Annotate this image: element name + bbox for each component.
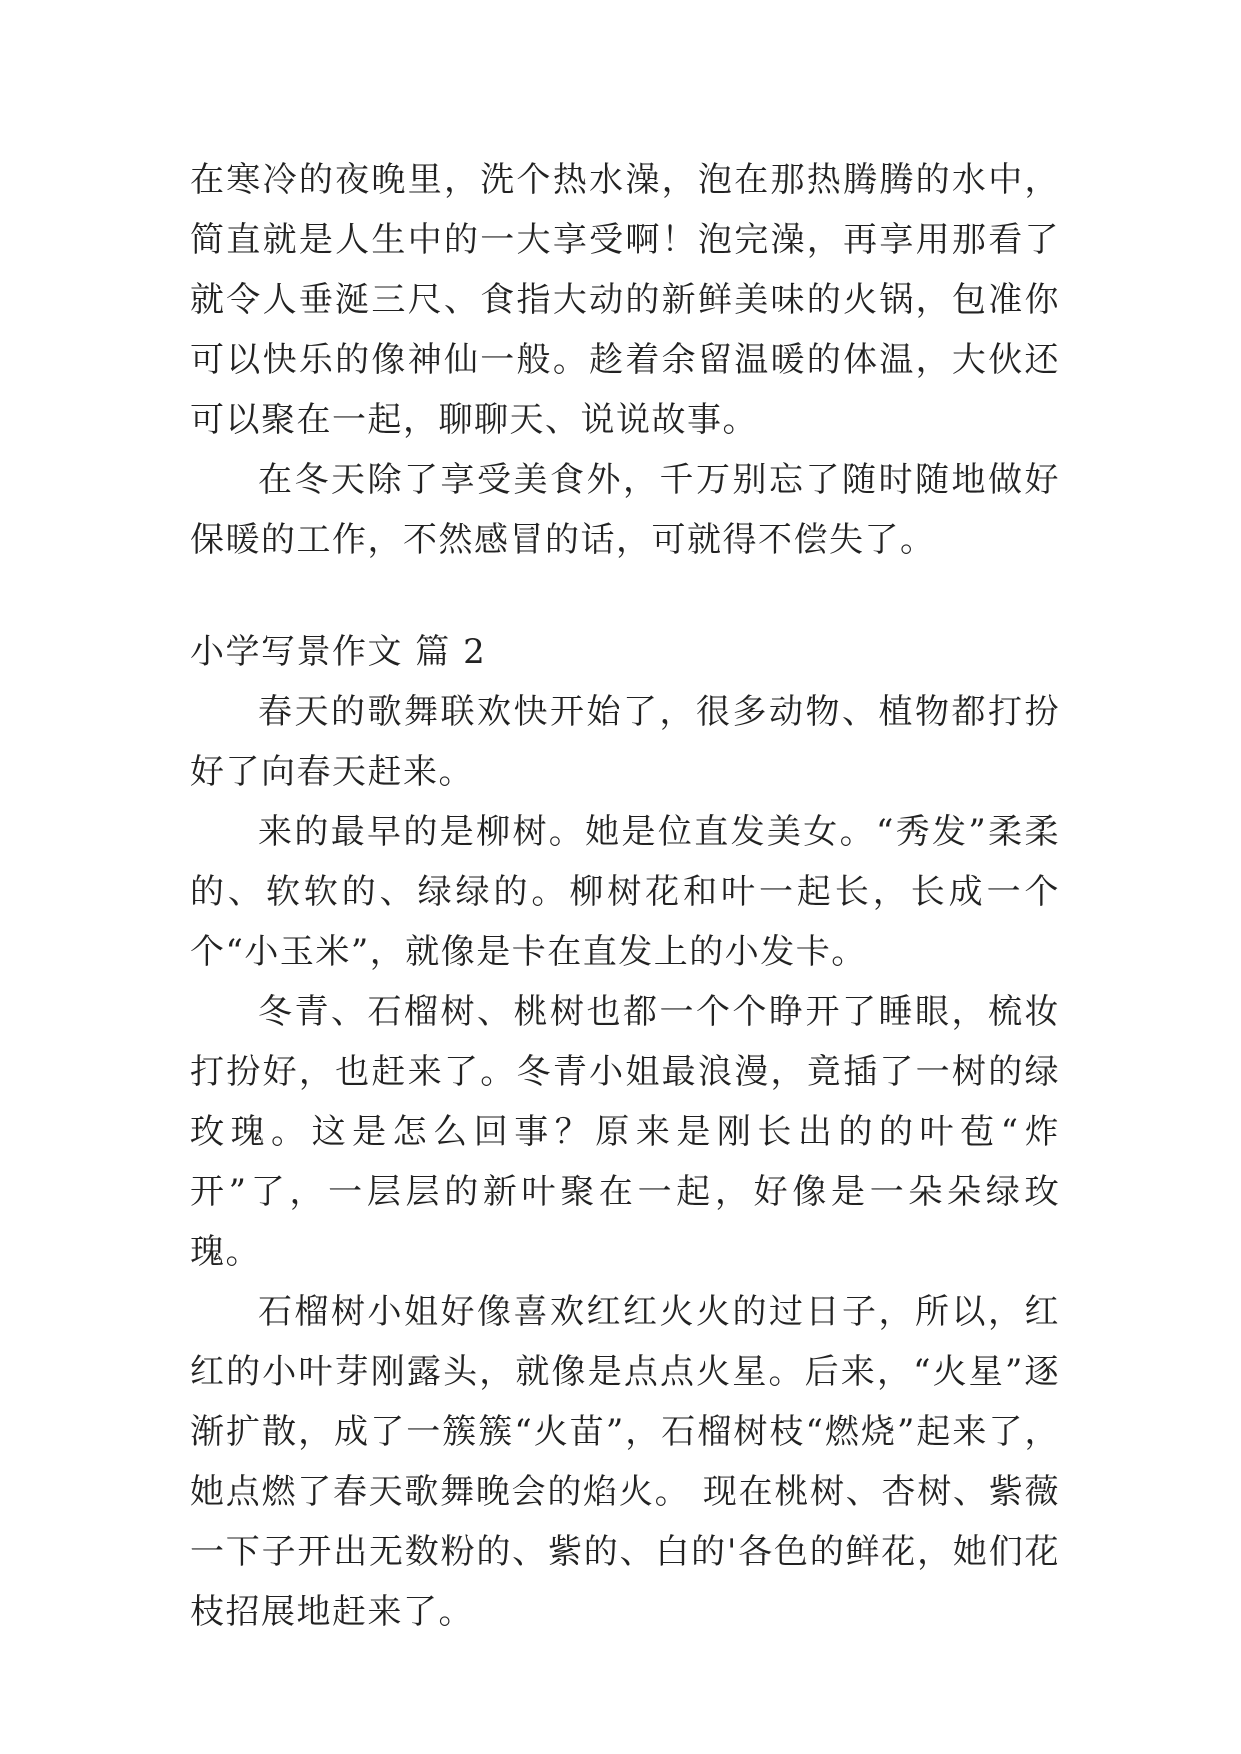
document-body bbox=[190, 150, 1060, 1642]
section-title: 小学写景作文 篇 2 bbox=[190, 632, 487, 672]
paragraph-keep-warm: 在冬天除了享受美食外，千万别忘了随时随地做好保暖的工作，不然感冒的话，可就得不偿失了。 bbox=[190, 460, 1060, 560]
paragraph-willow: 来的最早的是柳树。她是位直发美女。“秀发”柔柔的、软软的、绿绿的。柳树花和叶一起长，长成一个个“小玉米”，就像是卡在直发上的小发卡。 bbox=[190, 812, 1060, 972]
paragraph-pomegranate: 石榴树小姐好像喜欢红红火火的过日子，所以，红红的小叶芽刚露头，就像是点点火星。后来，“火星”逐渐扩散，成了一簇簇“火苗”，石榴树枝“燃烧”起来了，她点燃了春天歌舞晚会的焰火。 现在桃树、杏树、紫薇一下子开出无数粉的、紫的、白的'各色的鲜花，她们花枝招展地赶来了。 bbox=[190, 1292, 1060, 1632]
paragraph-spring-festival: 春天的歌舞联欢快开始了，很多动物、植物都打扮好了向春天赶来。 bbox=[190, 692, 1060, 792]
paragraph-holly: 冬青、石榴树、桃树也都一个个睁开了睡眼，梳妆打扮好，也赶来了。冬青小姐最浪漫，竟插了一树的绿玫瑰。这是怎么回事？原来是刚长出的的叶苞“炸开”了，一层层的新叶聚在一起，好像是一朵朵绿玫瑰。 bbox=[190, 992, 1060, 1272]
paragraph-hot-bath: 在寒冷的夜晚里，洗个热水澡，泡在那热腾腾的水中，简直就是人生中的一大享受啊！泡完澡，再享用那看了就令人垂涎三尺、食指大动的新鲜美味的火锅，包准你可以快乐的像神仙一般。趁着余留温暖的体温，大伙还可以聚在一起，聊聊天、说说故事。 bbox=[190, 160, 1060, 440]
